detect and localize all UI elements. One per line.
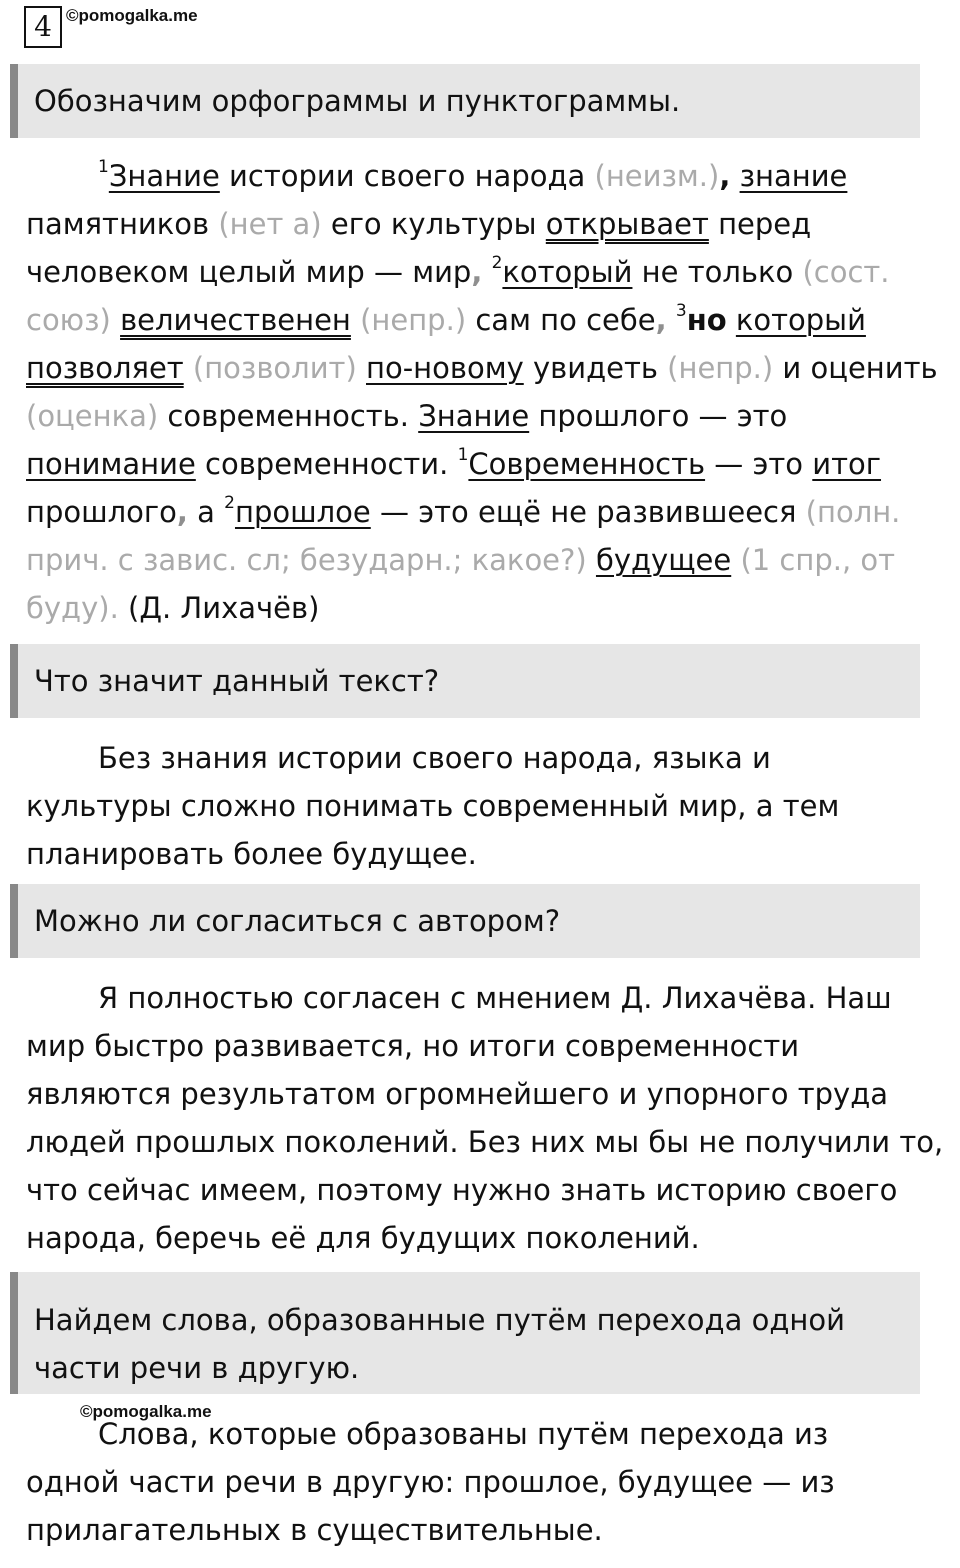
answer-agree: Я полностью согласен с мнением Д. Лихачёва. Наш мир быстро развивается, но итоги современности являются результатом огромнейшего и упорного труда людей прошлых поколений. Без них мы бы не получили то, что сейчас имеем, поэтому нужно знать историю своего народа, беречь её для будущих поколений.: [26, 981, 944, 1255]
annotated-text: [26, 152, 946, 632]
answer-meaning: Без знания истории своего народа, языка и культуры сложно понимать современный мир, а тем планировать более будущее.: [26, 741, 840, 871]
section-title: Обозначим орфограммы и пунктограммы.: [34, 84, 681, 118]
section-heading-meaning: [10, 644, 920, 718]
punctuation-mark: ,: [719, 159, 731, 193]
sentence-number: 2: [491, 253, 503, 273]
text-fragment: современность.: [158, 399, 419, 433]
sentence-number: 3: [675, 301, 687, 321]
text-fragment: увидеть: [523, 351, 668, 385]
predicate-word: итог: [812, 447, 882, 481]
watermark: ©pomogalka.me: [66, 6, 198, 25]
section-title: Что значит данный текст?: [34, 664, 440, 698]
text-fragment: а: [187, 495, 225, 529]
spelling-note: (оценка): [26, 399, 159, 433]
spelling-note: (неизм.): [594, 159, 720, 193]
punctuation-mark: ,: [176, 495, 188, 529]
subject-word: знание: [739, 159, 848, 193]
section-heading-agree: [10, 884, 920, 958]
text-fragment: сам по себе: [466, 303, 656, 337]
subject-word: Современность: [468, 447, 706, 481]
predicate-word: понимание: [26, 447, 196, 481]
text-fragment: современности.: [195, 447, 458, 481]
text-fragment: человеком целый мир — мир: [26, 255, 472, 289]
subject-word: прошлое: [234, 495, 371, 529]
sentence-number: 1: [98, 157, 109, 177]
text-fragment: перед: [708, 207, 812, 241]
section-title: Можно ли согласиться с автором?: [34, 904, 561, 938]
sentence-number: 2: [224, 493, 235, 513]
section-heading-orthograms: [10, 64, 920, 138]
subject-word: который: [735, 303, 866, 337]
spelling-note: (позволит): [192, 351, 357, 385]
text-fragment: памятников: [26, 207, 219, 241]
text-fragment: прошлого — это: [529, 399, 788, 433]
predicate-word: будущее: [595, 543, 732, 577]
task-number-box: 4: [24, 6, 62, 48]
text-fragment: — это ещё не развившееся: [370, 495, 806, 529]
spelling-note: (непр.): [360, 303, 467, 337]
text-fragment: и оценить: [773, 351, 938, 385]
adverb-word: по-новому: [366, 351, 524, 385]
predicate-word: позволяет: [26, 351, 184, 385]
sentence-number: 1: [457, 445, 469, 465]
subject-word: который: [502, 255, 633, 289]
spelling-note: (полн. прич. с завис. сл; безударн.; какое?): [26, 495, 901, 577]
spelling-note: (непр.): [667, 351, 774, 385]
watermark: ©pomogalka.me: [80, 1402, 212, 1421]
text-fragment: не только: [632, 255, 803, 289]
punctuation-mark: ,: [655, 303, 667, 337]
text-fragment: истории своего народа: [219, 159, 595, 193]
text-fragment: (Д. Лихачёв): [118, 591, 320, 625]
text-fragment: его культуры: [321, 207, 546, 241]
section-title: Найдем слова, образованные путём перехода одной части речи в другую.: [34, 1303, 845, 1385]
section-heading-conversion: [10, 1272, 920, 1394]
predicate-word: открывает: [545, 207, 709, 241]
subject-word: Знание: [108, 159, 220, 193]
predicate-word: величественен: [120, 303, 351, 337]
subject-word: Знание: [418, 399, 530, 433]
answer-conversion: Слова, которые образованы путём перехода из одной части речи в другую: прошлое, будущее — из прилагательных в существительные.: [26, 1417, 835, 1547]
spelling-note: (нет а): [218, 207, 322, 241]
text-fragment: — это: [705, 447, 813, 481]
text-fragment: прошлого: [26, 495, 177, 529]
conjunction-word: но: [686, 303, 727, 337]
spelling-note: (сост. союз): [26, 255, 890, 337]
spelling-note: (1 спр., от будy).: [26, 543, 896, 625]
punctuation-mark: ,: [471, 255, 483, 289]
